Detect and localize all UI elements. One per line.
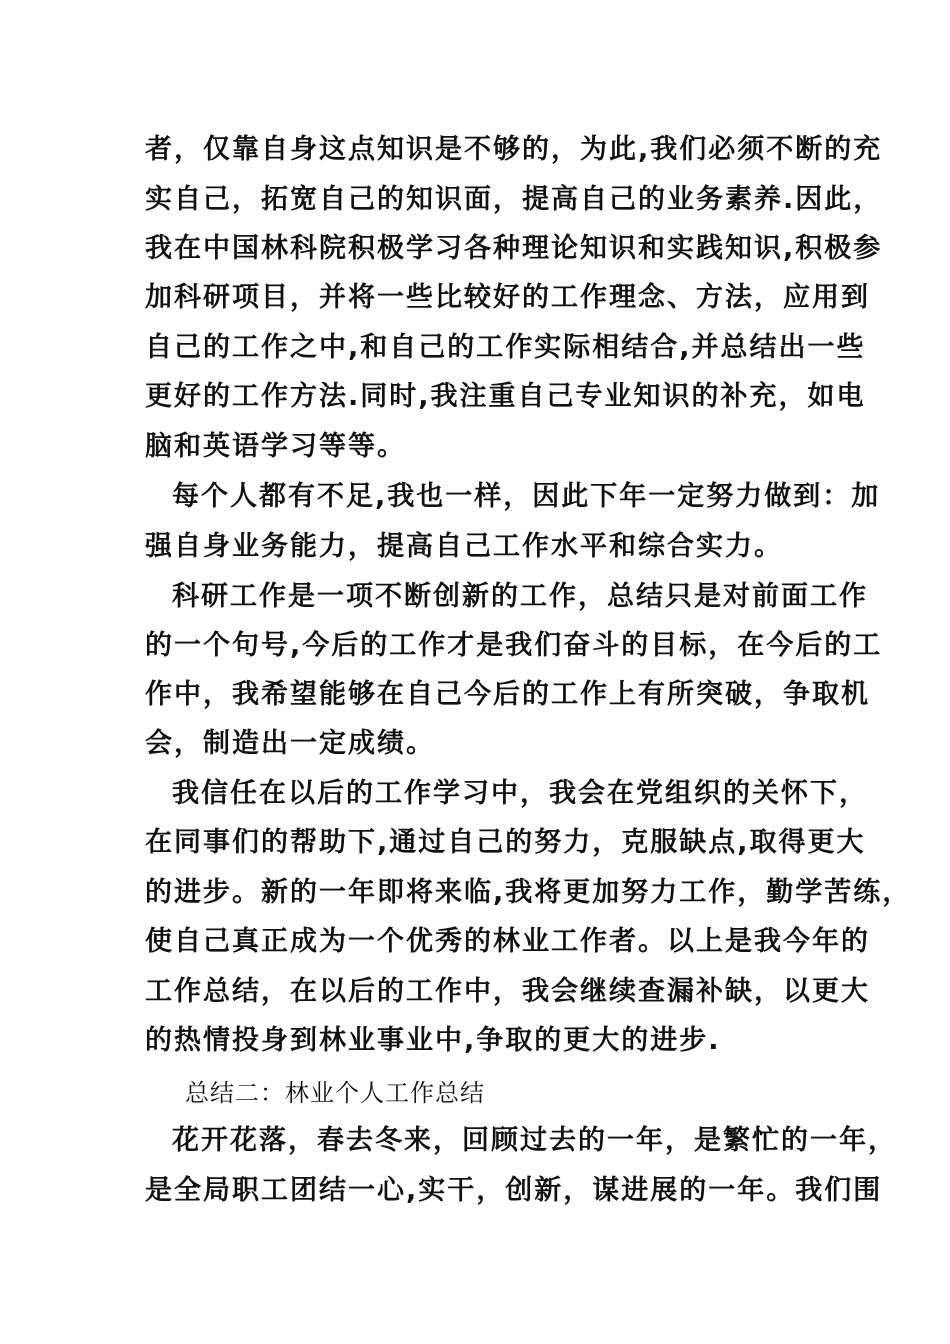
text-line: 的热情投身到林业事业中,争取的更大的进步. (145, 1025, 721, 1056)
section-heading: 总结二：林业个人工作总结 (185, 1079, 485, 1107)
text-line: 实自己，拓宽自己的知识面，提高自己的业务素养.因此， (145, 184, 883, 215)
text-line: 的进步。新的一年即将来临,我将更加努力工作，勤学苦练， (145, 877, 912, 908)
paragraph-start-line: 我信任在以后的工作学习中，我会在党组织的关怀下， (172, 778, 868, 809)
paragraph-start-line: 每个人都有不足,我也一样，因此下年一定努力做到：加 (172, 481, 881, 512)
text-line: 在同事们的帮助下,通过自己的努力，克服缺点,取得更大 (145, 827, 866, 858)
text-line: 的一个句号,今后的工作才是我们奋斗的目标，在今后的工 (145, 630, 883, 661)
text-line: 脑和英语学习等等。 (145, 431, 406, 462)
text-line: 是全局职工团结一心,实干，创新，谋进展的一年。我们围 (145, 1175, 883, 1206)
paragraph-start-line: 花开花落，春去冬来，回顾过去的一年，是繁忙的一年， (172, 1125, 897, 1156)
text-line: 加科研项目，并将一些比较好的工作理念、方法，应用到 (145, 282, 870, 313)
text-line: 工作总结，在以后的工作中，我会继续查漏补缺，以更大 (145, 976, 870, 1007)
text-line: 使自己真正成为一个优秀的林业工作者。以上是我今年的 (145, 926, 870, 957)
text-line: 者，仅靠自身这点知识是不够的，为此,我们必须不断的充 (145, 134, 883, 165)
text-line: 作中，我希望能够在自己今后的工作上有所突破，争取机 (145, 679, 870, 710)
text-line: 我在中国林科院积极学习各种理论知识和实践知识,积极参 (145, 233, 883, 264)
text-line: 强自身业务能力，提高自己工作水平和综合实力。 (145, 531, 783, 562)
text-line: 会，制造出一定成绩。 (145, 728, 435, 759)
text-line: 自己的工作之中,和自己的工作实际相结合,并总结出一些 (145, 332, 866, 363)
text-line: 更好的工作方法.同时,我注重自己专业知识的补充，如电 (145, 381, 866, 412)
paragraph-start-line: 科研工作是一项不断创新的工作，总结只是对前面工作 (172, 581, 868, 612)
